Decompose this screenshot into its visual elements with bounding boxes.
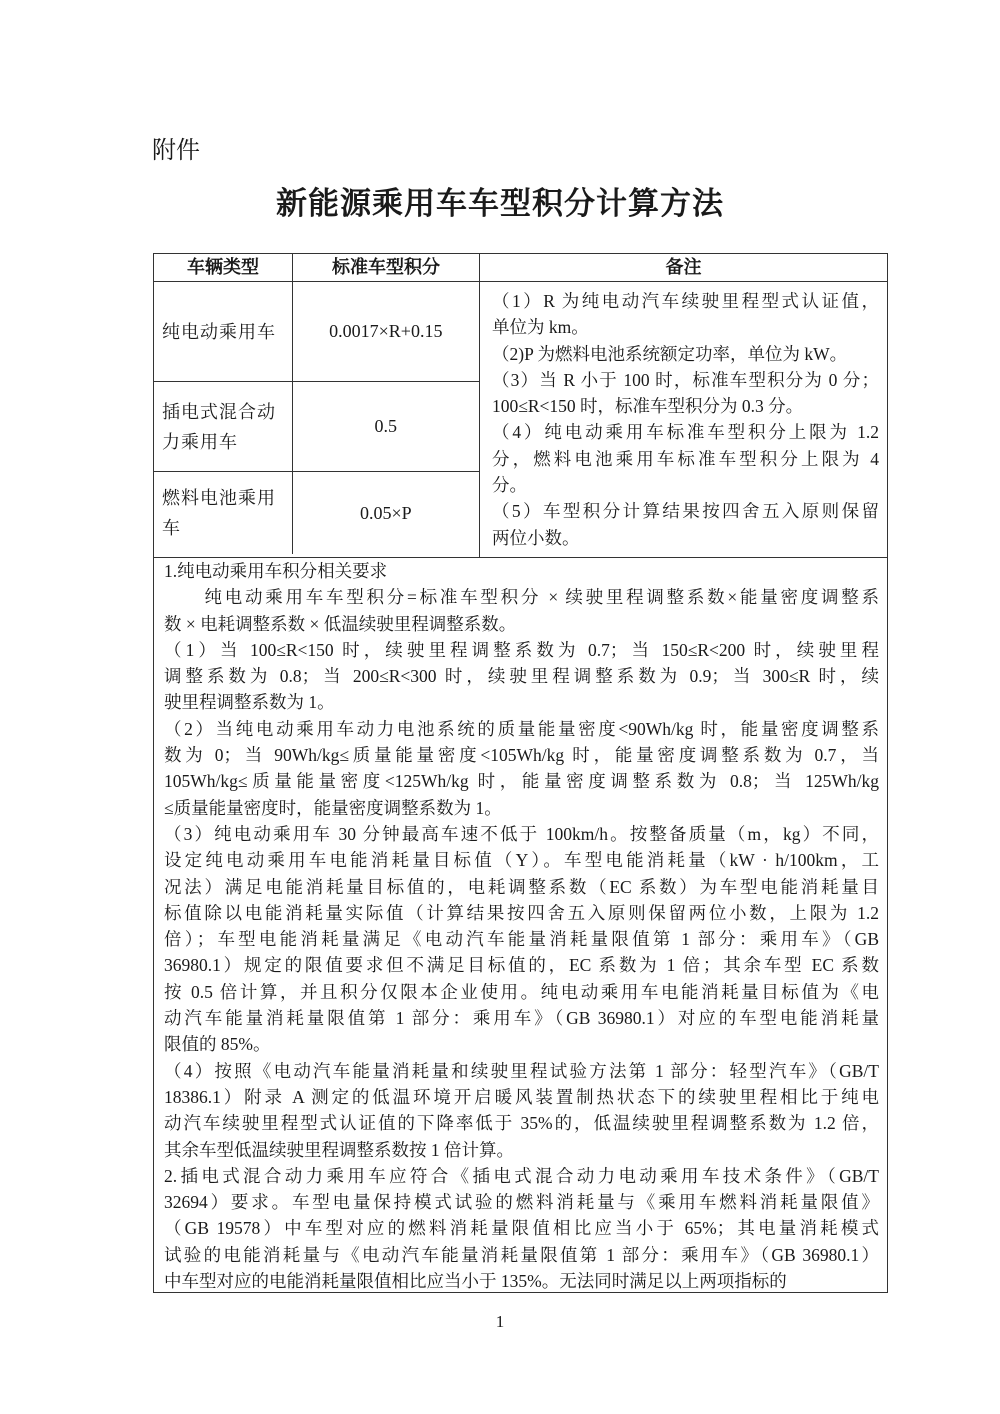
text-line: 动汽车续驶里程型式认证值的下降率低于 35%的，低温续驶里程调整系数为 1.2 倍， <box>164 1113 879 1134</box>
table-row <box>154 282 479 382</box>
vehicle-rows <box>154 282 480 557</box>
text-line: 倍）；车型电能消耗量满足《电动汽车能量消耗量限值第 1 部分：乘用车》（GB <box>164 929 879 950</box>
text-line: （1）R 为纯电动汽车续驶里程型式认证值， <box>492 291 879 311</box>
text-line: 中车型对应的电能消耗量限值相比应当小于 135%。无法同时满足以上两项指标的 <box>164 1270 787 1291</box>
credit-table <box>153 253 888 1293</box>
text-line: 18386.1）附录 A 测定的低温环境开启暖风装置制热状态下的续驶里程相比于纯电 <box>164 1086 879 1107</box>
text-line: 分，燃料电池乘用车标准车型积分上限为 4 <box>492 448 879 469</box>
text-line: （GB 19578）中车型对应的燃料消耗量限值相比应当小于 65%；其电量消耗模式 <box>164 1218 879 1239</box>
text-line: （2)P 为燃料电池系统额定功率，单位为 kW。 <box>492 343 848 364</box>
remarks-cell <box>480 282 887 557</box>
column-header-standard-score: 标准车型积分 <box>293 254 480 281</box>
text-line: ≤质量能量密度时，能量密度调整系数为 1。 <box>164 797 502 818</box>
score-cell: 0.0017×R+0.15 <box>329 321 443 341</box>
table-upper-section <box>154 282 887 558</box>
text-line: （2）当纯电动乘用车动力电池系统的质量能量密度<90Wh/kg 时，能量密度调整系 <box>164 718 879 739</box>
text-line: （5）车型积分计算结果按四舍五入原则保留 <box>492 501 879 522</box>
text-line: （1）当 100≤R<150 时，续驶里程调整系数为 0.7；当 150≤R<200 时，续驶里程 <box>164 639 879 660</box>
text-line: 动汽车能量消耗量限值第 1 部分：乘用车》（GB 36980.1）对应的车型电能消耗量 <box>164 1008 879 1029</box>
text-line: 况法）满足电能消耗量目标值的，电耗调整系数（EC 系数）为车型电能消耗量目 <box>164 876 879 897</box>
text-line: 32694）要求。车型电量保持模式试验的燃料消耗量与《乘用车燃料消耗量限值》 <box>164 1192 879 1213</box>
text-line: （3）当 R 小于 100 时，标准车型积分为 0 分； <box>492 369 879 390</box>
table-row <box>154 382 479 472</box>
text-line: 试验的电能消耗量与《电动汽车能量消耗量限值第 1 部分：乘用车》（GB 36980.1） <box>164 1244 879 1265</box>
table-header-row <box>154 254 887 282</box>
text-line: （3）纯电动乘用车 30 分钟最高车速不低于 100km/h。按整备质量（m，kg）不同， <box>164 823 879 844</box>
text-line: （4）按照《电动汽车能量消耗量和续驶里程试验方法第 1 部分：轻型汽车》（GB/T <box>164 1060 879 1081</box>
text-line: 按 0.5 倍计算，并且积分仅限本企业使用。纯电动乘用车电能消耗量目标值为《电 <box>164 981 879 1002</box>
page-number: 1 <box>495 1312 505 1331</box>
vehicle-type-cell: 燃料电池乘用车 <box>154 472 293 554</box>
vehicle-type-cell: 纯电动乘用车 <box>154 282 293 381</box>
column-header-vehicle-type: 车辆类型 <box>154 254 293 281</box>
text-line: 驶里程调整系数为 1。 <box>164 692 335 713</box>
text-line: （4）纯电动乘用车标准车型积分上限为 1.2 <box>492 422 879 443</box>
text-line: 标值除以电能消耗量实际值（计算结果按四舍五入原则保留两位小数，上限为 1.2 <box>164 902 879 923</box>
document-title: 新能源乘用车车型积分计算方法 <box>276 186 724 221</box>
text-line: 100≤R<150 时，标准车型积分为 0.3 分。 <box>492 396 804 417</box>
score-cell: 0.5 <box>374 416 398 436</box>
score-cell: 0.05×P <box>359 502 412 523</box>
text-line: 调整系数为 0.8；当 200≤R<300 时，续驶里程调整系数为 0.9；当 300≤R 时，续 <box>164 666 879 687</box>
text-line: 36980.1）规定的限值要求但不满足目标值的，EC 系数为 1 倍；其余车型 EC 系数 <box>164 955 879 976</box>
text-line: 设定纯电动乘用车电能消耗量目标值（Y）。车型电能消耗量（kW · h/100km，工 <box>164 850 879 871</box>
text-line: 分。 <box>492 475 527 496</box>
text-line: 105Wh/kg≤质量能量密度<125Wh/kg 时，能量密度调整系数为 0.8；当 125Wh/kg <box>164 771 879 792</box>
text-line: 两位小数。 <box>492 527 580 548</box>
table-row <box>154 472 479 554</box>
attachment-label: 附件 <box>152 136 200 164</box>
text-line: 纯电动乘用车车型积分=标准车型积分 × 续驶里程调整系数×能量密度调整系 <box>164 587 879 608</box>
text-line: 2.插电式混合动力乘用车应符合《插电式混合动力电动乘用车技术条件》（GB/T <box>164 1165 879 1186</box>
text-line: 限值的 85%。 <box>164 1034 271 1055</box>
text-line: 数为 0；当 90Wh/kg≤质量能量密度<105Wh/kg 时，能量密度调整系数为 0.7，当 <box>164 745 879 766</box>
text-line: 数 × 电耗调整系数 × 低温续驶里程调整系数。 <box>164 613 517 634</box>
column-header-remarks: 备注 <box>665 257 702 278</box>
text-line: 单位为 km。 <box>492 317 589 338</box>
text-line: 其余车型低温续驶里程调整系数按 1 倍计算。 <box>164 1139 514 1160</box>
vehicle-type-cell: 插电式混合动力乘用车 <box>154 382 293 471</box>
text-line: 1.纯电动乘用车积分相关要求 <box>164 560 388 581</box>
requirements-text-cell <box>154 558 887 1292</box>
